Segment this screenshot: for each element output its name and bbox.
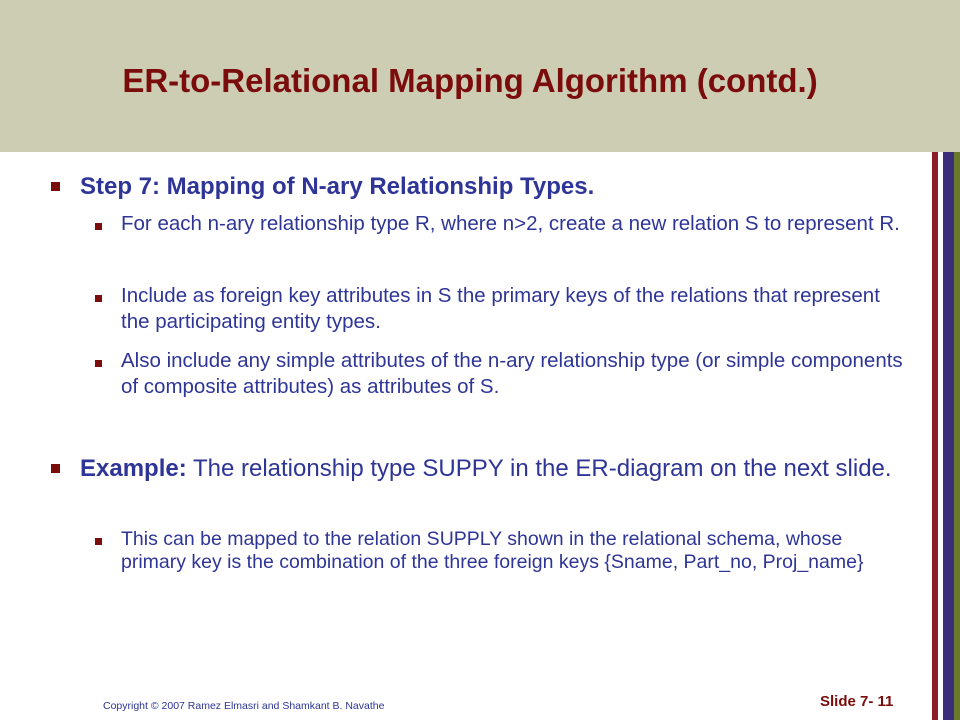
step7-heading xyxy=(80,171,910,202)
decorative-stripe xyxy=(943,152,954,720)
slide-number: Slide 7- 11 xyxy=(820,693,894,710)
copyright-text: Copyright © 2007 Ramez Elmasri and Shamkant B. Navathe xyxy=(103,700,385,712)
step7-heading-text: Step 7: Mapping of N-ary Relationship Types. xyxy=(80,173,595,200)
decorative-stripe xyxy=(954,152,960,720)
step7-point-2: Include as foreign key attributes in S the primary keys of the relations that represent the participating entity types. xyxy=(121,284,880,333)
example-text: The relationship type SUPPY in the ER-diagram on the next slide. xyxy=(186,455,892,482)
bullet-icon xyxy=(95,295,102,302)
slide-title: ER-to-Relational Mapping Algorithm (contd.) xyxy=(122,62,818,99)
example-label: Example: xyxy=(80,455,187,482)
example-point-1: This can be mapped to the relation SUPPLY shown in the relational schema, whose primary key is the combination of the three foreign keys {Sname, Part_no, Proj_name} xyxy=(121,528,864,573)
bullet-icon xyxy=(51,464,60,473)
example-paragraph xyxy=(80,453,910,484)
step7-point-3: Also include any simple attributes of the n-ary relationship type (or simple components of composite attributes) as attributes of S. xyxy=(121,349,903,398)
bullet-icon xyxy=(51,182,60,191)
bullet-icon xyxy=(95,223,102,230)
bullet-icon xyxy=(95,360,102,367)
bullet-icon xyxy=(95,538,102,545)
step7-point-1: For each n-ary relationship type R, where n>2, create a new relation S to represent R. xyxy=(121,212,900,235)
